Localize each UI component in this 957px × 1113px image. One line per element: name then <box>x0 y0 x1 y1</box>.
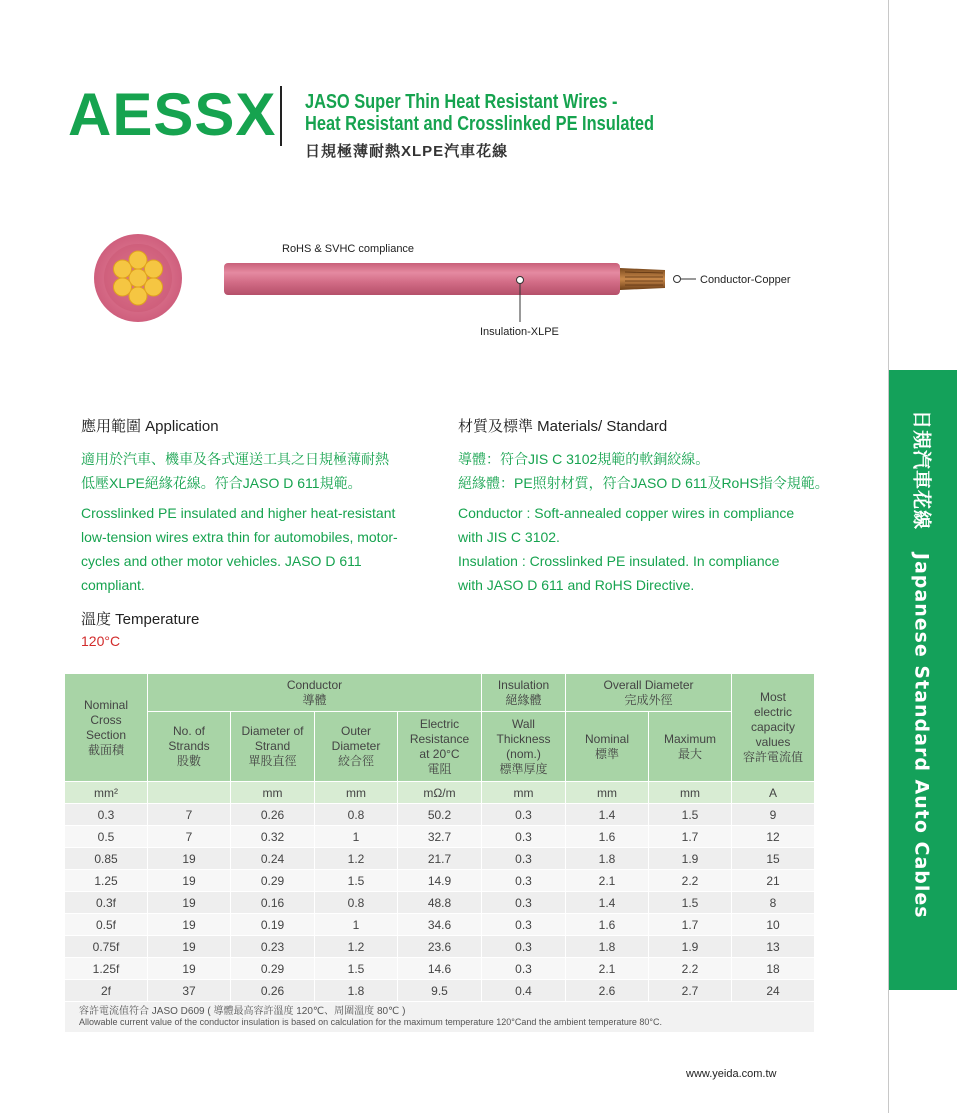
table-cell: 1.5 <box>649 804 732 826</box>
table-cell: 0.16 <box>231 892 315 914</box>
table-cell: 0.3 <box>482 848 566 870</box>
table-cell: 1.5 <box>649 892 732 914</box>
table-cell: 2.6 <box>566 980 649 1002</box>
header-nominal-cross-section: Nominal Cross Section 截面積 <box>65 674 148 782</box>
model-code: AESSX <box>68 81 277 148</box>
units-row <box>65 782 815 804</box>
cable-side-view <box>224 263 665 295</box>
table-cell: 0.75f <box>65 936 148 958</box>
table-cell: 2.7 <box>649 980 732 1002</box>
materials-en <box>458 501 794 597</box>
table-cell: 50.2 <box>398 804 482 826</box>
cable-cross-section <box>94 234 182 322</box>
table-cell: 14.9 <box>398 870 482 892</box>
table-cell: 37 <box>148 980 231 1002</box>
rohs-label: RoHS & SVHC compliance <box>282 243 415 255</box>
table-cell: 0.19 <box>231 914 315 936</box>
materials-zh-line2: 絕緣體：PE照射材質，符合JASO D 611及RoHS指令規範。 <box>458 475 829 491</box>
table-cell: 19 <box>148 870 231 892</box>
table-note-row <box>65 1002 815 1033</box>
unit-cell: mΩ/m <box>398 782 482 804</box>
website-url[interactable]: www.yeida.com.tw <box>686 1068 777 1080</box>
temperature-title: 溫度 Temperature <box>81 611 200 628</box>
table-row <box>65 892 815 914</box>
table-cell: 0.5 <box>65 826 148 848</box>
table-cell: 0.3 <box>482 914 566 936</box>
header-od-maximum: Maximum 最大 <box>649 712 732 782</box>
materials-en-line1: Conductor : Soft-annealed copper wires in compliance <box>458 505 795 521</box>
table-cell: 1.7 <box>649 914 732 936</box>
table-cell: 19 <box>148 958 231 980</box>
table-cell: 15 <box>732 848 815 870</box>
table-cell: 19 <box>148 914 231 936</box>
table-cell: 1.9 <box>649 848 732 870</box>
table-row <box>65 980 815 1002</box>
table-cell: 1.8 <box>566 936 649 958</box>
header-od-nominal: Nominal 標準 <box>566 712 649 782</box>
table-cell: 2.1 <box>566 870 649 892</box>
application-en-line1: Crosslinked PE insulated and higher heat-resistant <box>81 505 396 521</box>
table-cell: 48.8 <box>398 892 482 914</box>
table-cell: 34.6 <box>398 914 482 936</box>
table-cell: 32.7 <box>398 826 482 848</box>
table-cell: 1.8 <box>315 980 398 1002</box>
table-cell: 0.4 <box>482 980 566 1002</box>
unit-cell <box>148 782 231 804</box>
table-cell: 1.2 <box>315 936 398 958</box>
header-overall-diameter: Overall Diameter 完成外徑 <box>566 674 732 712</box>
table-cell: 1.5 <box>315 870 398 892</box>
table-cell: 0.3 <box>482 870 566 892</box>
table-cell: 1.4 <box>566 804 649 826</box>
table-cell: 19 <box>148 848 231 870</box>
materials-title: 材質及標準 Materials/ Standard <box>458 418 668 435</box>
table-cell: 1 <box>315 826 398 848</box>
table-cell: 0.3 <box>482 936 566 958</box>
table-cell: 0.8 <box>315 892 398 914</box>
application-zh <box>81 447 389 495</box>
table-cell: 10 <box>732 914 815 936</box>
specification-table <box>64 673 815 1033</box>
table-cell: 0.3 <box>482 958 566 980</box>
table-cell: 9 <box>732 804 815 826</box>
table-cell: 1.6 <box>566 914 649 936</box>
application-en-line2: low-tension wires extra thin for automobiles, motor- <box>81 529 398 545</box>
table-row <box>65 958 815 980</box>
table-cell: 0.24 <box>231 848 315 870</box>
table-cell: 1.2 <box>315 848 398 870</box>
header-most-electric-capacity: Most electric capacity values 容許電流值 <box>732 674 815 782</box>
table-cell: 0.3 <box>482 892 566 914</box>
table-cell: 21.7 <box>398 848 482 870</box>
table-cell: 21 <box>732 870 815 892</box>
table-cell: 19 <box>148 892 231 914</box>
application-en-line3: cycles and other motor vehicles. JASO D 611 <box>81 553 362 569</box>
table-cell: 12 <box>732 826 815 848</box>
unit-cell: mm <box>649 782 732 804</box>
table-cell: 2.2 <box>649 870 732 892</box>
application-en-line4: compliant. <box>81 577 145 593</box>
table-cell: 0.3f <box>65 892 148 914</box>
table-note-zh: 容許電流值符合 JASO D609 ( 導體最高容許溫度 120℃、周圍溫度 80℃ ) <box>79 1006 406 1017</box>
table-row <box>65 826 815 848</box>
table-cell: 1.7 <box>649 826 732 848</box>
side-tab-zh: 日規汽車花線 <box>910 410 933 531</box>
table-cell: 2.2 <box>649 958 732 980</box>
materials-zh-line1: 導體：符合JIS C 3102規範的軟銅絞線。 <box>458 451 710 467</box>
table-cell: 0.32 <box>231 826 315 848</box>
table-cell: 14.6 <box>398 958 482 980</box>
table-cell: 7 <box>148 826 231 848</box>
table-cell: 7 <box>148 804 231 826</box>
cable-illustration <box>80 228 820 343</box>
table-cell: 2f <box>65 980 148 1002</box>
materials-en-line3: Insulation : Crosslinked PE insulated. In compliance <box>458 553 780 569</box>
table-cell: 2.1 <box>566 958 649 980</box>
materials-en-line4: with JASO D 611 and RoHS Directive. <box>458 577 695 593</box>
table-cell: 0.3 <box>482 804 566 826</box>
unit-cell: A <box>732 782 815 804</box>
header-conductor: Conductor 導體 <box>148 674 482 712</box>
table-cell: 1 <box>315 914 398 936</box>
table-note-en: Allowable current value of the conductor insulation is based on calculation for the maximum temperature 120°Cand the ambient temperature 80°C. <box>79 1017 663 1027</box>
table-cell: 1.9 <box>649 936 732 958</box>
header-electric-resistance: Electric Resistance at 20°C 電阻 <box>398 712 482 782</box>
table-cell: 24 <box>732 980 815 1002</box>
table-note <box>65 1002 815 1033</box>
header-strand-diameter: Diameter of Strand 單股直徑 <box>231 712 315 782</box>
table-cell: 1.6 <box>566 826 649 848</box>
table-cell: 0.3 <box>482 826 566 848</box>
application-en <box>81 501 398 597</box>
header-divider <box>280 86 282 146</box>
temperature-value: 120°C <box>81 633 121 649</box>
title-en-line2: Heat Resistant and Crosslinked PE Insulated <box>305 113 655 135</box>
title-zh: 日規極薄耐熱XLPE汽車花線 <box>305 143 509 160</box>
conductor-label: Conductor-Copper <box>700 274 791 286</box>
table-cell: 0.26 <box>231 980 315 1002</box>
table-cell: 1.8 <box>566 848 649 870</box>
materials-en-line2: with JIS C 3102. <box>458 529 560 545</box>
unit-cell: mm <box>566 782 649 804</box>
table-cell: 9.5 <box>398 980 482 1002</box>
table-cell: 13 <box>732 936 815 958</box>
header-wall-thickness: Wall Thickness (nom.) 標準厚度 <box>482 712 566 782</box>
table-cell: 0.29 <box>231 870 315 892</box>
application-zh-line1: 適用於汽車、機車及各式運送工具之日規極薄耐熱 <box>81 451 389 467</box>
side-tab-en: Japanese Standard Auto Cables <box>910 552 933 919</box>
table-cell: 1.25 <box>65 870 148 892</box>
table-row <box>65 804 815 826</box>
table-cell: 0.29 <box>231 958 315 980</box>
table-cell: 1.5 <box>315 958 398 980</box>
table-cell: 0.26 <box>231 804 315 826</box>
category-side-tab <box>889 370 957 990</box>
table-row <box>65 870 815 892</box>
table-body <box>65 804 815 1002</box>
table-cell: 1.4 <box>566 892 649 914</box>
table-cell: 18 <box>732 958 815 980</box>
unit-cell: mm <box>315 782 398 804</box>
header-no-of-strands: No. of Strands 股數 <box>148 712 231 782</box>
table-cell: 23.6 <box>398 936 482 958</box>
table-cell: 0.5f <box>65 914 148 936</box>
unit-cell: mm <box>231 782 315 804</box>
table-cell: 8 <box>732 892 815 914</box>
table-cell: 0.23 <box>231 936 315 958</box>
table-cell: 0.3 <box>65 804 148 826</box>
application-zh-line2: 低壓XLPE絕緣花線。符合JASO D 611規範。 <box>81 475 362 491</box>
header-outer-diameter: Outer Diameter 絞合徑 <box>315 712 398 782</box>
table-row <box>65 936 815 958</box>
table-row <box>65 848 815 870</box>
table-cell: 0.8 <box>315 804 398 826</box>
application-title: 應用範圍 Application <box>81 418 219 435</box>
insulation-label: Insulation-XLPE <box>480 326 559 338</box>
unit-cell: mm <box>482 782 566 804</box>
table-cell: 0.85 <box>65 848 148 870</box>
materials-zh <box>458 447 829 495</box>
header-insulation: Insulation 絕緣體 <box>482 674 566 712</box>
unit-cell: mm² <box>65 782 148 804</box>
table-cell: 19 <box>148 936 231 958</box>
title-en-line1: JASO Super Thin Heat Resistant Wires - <box>305 91 618 113</box>
table-cell: 1.25f <box>65 958 148 980</box>
table-row <box>65 914 815 936</box>
